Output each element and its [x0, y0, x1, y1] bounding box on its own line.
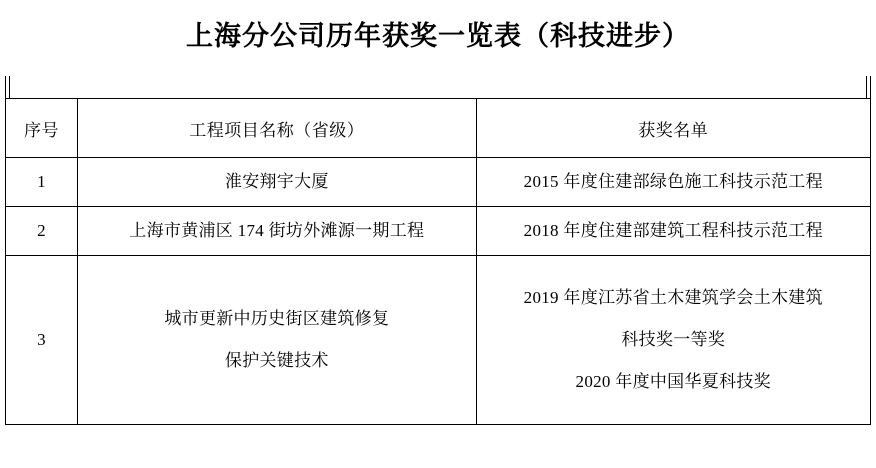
- cell-project-lines: [78, 298, 475, 382]
- cell-project-line: 上海市黄浦区 174 街坊外滩源一期工程: [129, 221, 425, 240]
- table-header-row: [6, 99, 871, 158]
- column-header-no: 序号: [6, 99, 78, 158]
- cell-no: 2: [6, 207, 78, 256]
- award-table: [5, 98, 871, 425]
- table-top-edge-rules: [0, 76, 876, 98]
- page-title: 上海分公司历年获奖一览表（科技进步）: [186, 21, 690, 51]
- cell-project-lines: [78, 161, 475, 203]
- cell-award-line: 科技奖一等奖: [621, 330, 726, 349]
- column-header-project: 工程项目名称（省级）: [78, 99, 476, 158]
- cell-no: 1: [6, 158, 78, 207]
- table-row: [6, 158, 871, 207]
- cell-project-lines: [78, 210, 475, 252]
- cell-award-line: 2015 年度住建部绿色施工科技示范工程: [523, 172, 823, 191]
- table-row: [6, 207, 871, 256]
- cell-award-line: 2020 年度中国华夏科技奖: [575, 372, 771, 391]
- table-header: [6, 99, 871, 158]
- cell-project-line: 淮安翔宇大厦: [224, 172, 329, 191]
- cell-project: [78, 158, 476, 207]
- cell-award: [476, 207, 870, 256]
- cell-award-line: 2019 年度江苏省土木建筑学会土木建筑: [523, 288, 823, 307]
- column-header-award: 获奖名单: [476, 99, 870, 158]
- cell-project-line: 城市更新中历史街区建筑修复: [164, 309, 390, 328]
- cell-award-lines: [477, 161, 870, 203]
- table-row: [6, 256, 871, 425]
- cell-project-line: 保护关键技术: [224, 351, 329, 370]
- cell-project: [78, 256, 476, 425]
- cell-award: [476, 256, 870, 425]
- edge-rule-right: [866, 76, 871, 98]
- cell-award-line: 2018 年度住建部建筑工程科技示范工程: [523, 221, 823, 240]
- cell-no: 3: [6, 256, 78, 425]
- table-body: [6, 158, 871, 425]
- cell-award-lines: [477, 277, 870, 403]
- edge-rule-left: [5, 76, 10, 98]
- cell-project: [78, 207, 476, 256]
- cell-award: [476, 158, 870, 207]
- cell-award-lines: [477, 210, 870, 252]
